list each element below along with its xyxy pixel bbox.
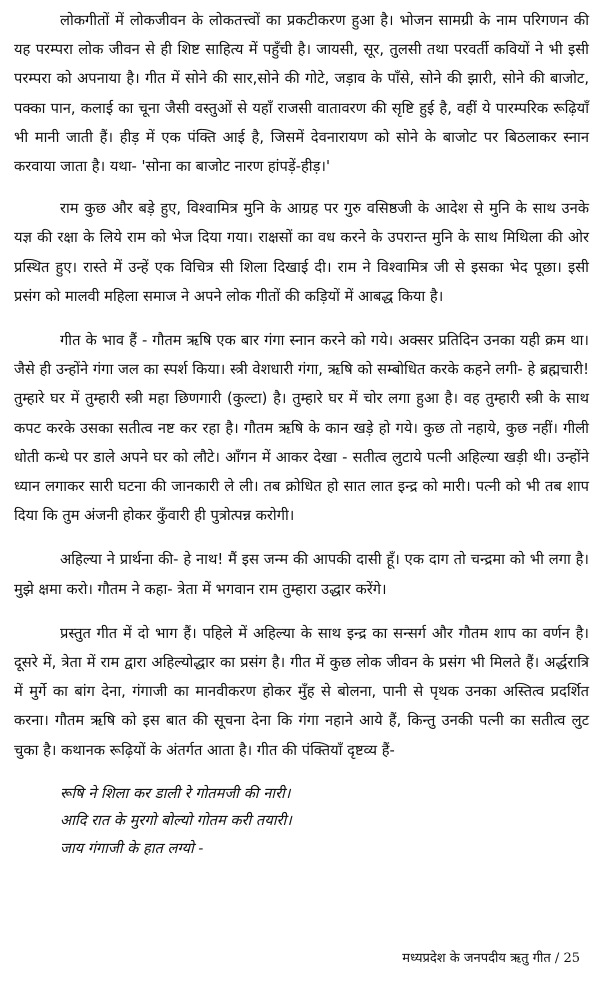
paragraph-gautam-story: गीत के भाव हैं - गौतम ऋषि एक बार गंगा स्नान करने को गये। अक्सर प्रतिदिन उनका यही क्रम था। जैसे ही उन्होंने गंगा जल का स्पर्श किया। स्त्री वेशधारी गंगा, ऋषि को सम्बोधित करके कहने लगी- हे ब्रह्मचारी! तुम्हारे घर में तुम्हारी स्त्री महा छिणगारी (कुल्टा) है। तुम्हारे घर में चोर लगा हुआ है। वह तुम्हारी स्त्री के साथ कपट करके उसका सतीत्व नष्ट कर रहा है। गौतम ऋषि के कान खड़े हो गये। कुछ तो नहाये, कुछ नहीं। गीली धोती कन्धे पर डाले अपने घर को लौटे। आँगन में आकर देखा - सतीत्व लुटाये पत्नी अहिल्या खड़ी थी। उन्होंने ध्यान लगाकर सारी घटना की जानकारी ले ली। तब क्रोधित हो सात लात इन्द्र को मारी। पत्नी को भी तब शाप दिया कि तुम अंजनी होकर कुँवारी ही पुत्रोत्पन्न करोगी।: [14, 332, 589, 525]
verse-line: रूषि ने शिला कर डाली रे गोतमजी की नारी।: [60, 784, 291, 802]
page-footer: मध्यप्रदेश के जनपदीय ऋतु गीत / 25: [402, 951, 580, 966]
paragraph-ahilya-prayer: अहिल्या ने प्रार्थना की- हे नाथ! मैं इस जन्म की आपकी दासी हूँ। एक दाग तो चन्द्रमा को भी लगा है। मुझे क्षमा करो। गौतम ने कहा- त्रेता में भगवान राम तुम्हारा उद्धार करेंगे।: [14, 551, 589, 598]
document-page: [14, 6, 589, 862]
paragraph-folk-song-tradition: लोकगीतों में लोकजीवन के लोकतत्त्वों का प्रकटीकरण हुआ है। भोजन सामग्री के नाम परिगणन की यह परम्परा लोक जीवन से ही शिष्ट साहित्य में पहुँची है। जायसी, सूर, तुलसी तथा परवर्ती कवियों ने भी इसी परम्परा को अपनाया है। गीत में सोने की सार,सोने की गोटे, जड़ाव के पाँसे, सोने की झारी, सोने की बाजोट, पक्का पान, कलाई का चूना जैसी वस्तुओं से यहाँ राजसी वातावरण की सृष्टि हुई है, वहीं ये पारम्परिक रूढ़ियाँ भी मानी जाती हैं। हीड़ में एक पंक्ति आई है, जिसमें देवनारायण को सोने के बाजोट पर बिठलाकर स्नान करवाया जाता है। यथा- 'सोना का बाजोट नारण हांपड़ें-हीड़।': [14, 12, 589, 176]
song-verse: [60, 780, 589, 863]
verse-line: आदि रात के मुरगो बोल्यो गोतम करी तयारी।: [60, 812, 292, 830]
paragraph-song-analysis: प्रस्तुत गीत में दो भाग हैं। पहिले में अहिल्या के साथ इन्द्र का सन्सर्ग और गौतम शाप का वर्णन है। दूसरे में, त्रेता में राम द्वारा अहिल्योद्धार का प्रसंग है। गीत में कुछ लोक जीवन के प्रसंग भी मिलते हैं। अर्द्धरात्रि में मुर्गे का बांग देना, गंगाजी का मानवीकरण होकर मुँह से बोलना, पानी से पृथक उनका अस्तित्व प्रदर्शित करना। गौतम ऋषि को इस बात की सूचना देना कि गंगा नहाने आये हैं, किन्तु उनकी पत्नी का सतीत्व लुट चुका है। कथानक रूढ़ियों के अंतर्गत आता है। गीत की पंक्तियाँ दृष्टव्य हैं-: [14, 624, 589, 759]
verse-line: जाय गंगाजी के हात लग्यो -: [60, 839, 204, 857]
paragraph-ram-vishwamitra: राम कुछ और बड़े हुए, विश्वामित्र मुनि के आग्रह पर गुरु वसिष्ठजी के आदेश से मुनि के साथ उनके यज्ञ की रक्षा के लिये राम को भेज दिया गया। राक्षसों का वध करने के उपरान्त मुनि के साथ मिथिला की ओर प्रस्थित हुए। रास्ते में उन्हें एक विचित्र सी शिला दिखाई दी। राम ने विश्वामित्र जी से इसका भेद पूछा। इसी प्रसंग को मालवी महिला समाज ने अपने लोक गीतों की कड़ियों में आबद्ध किया है।: [14, 200, 589, 305]
